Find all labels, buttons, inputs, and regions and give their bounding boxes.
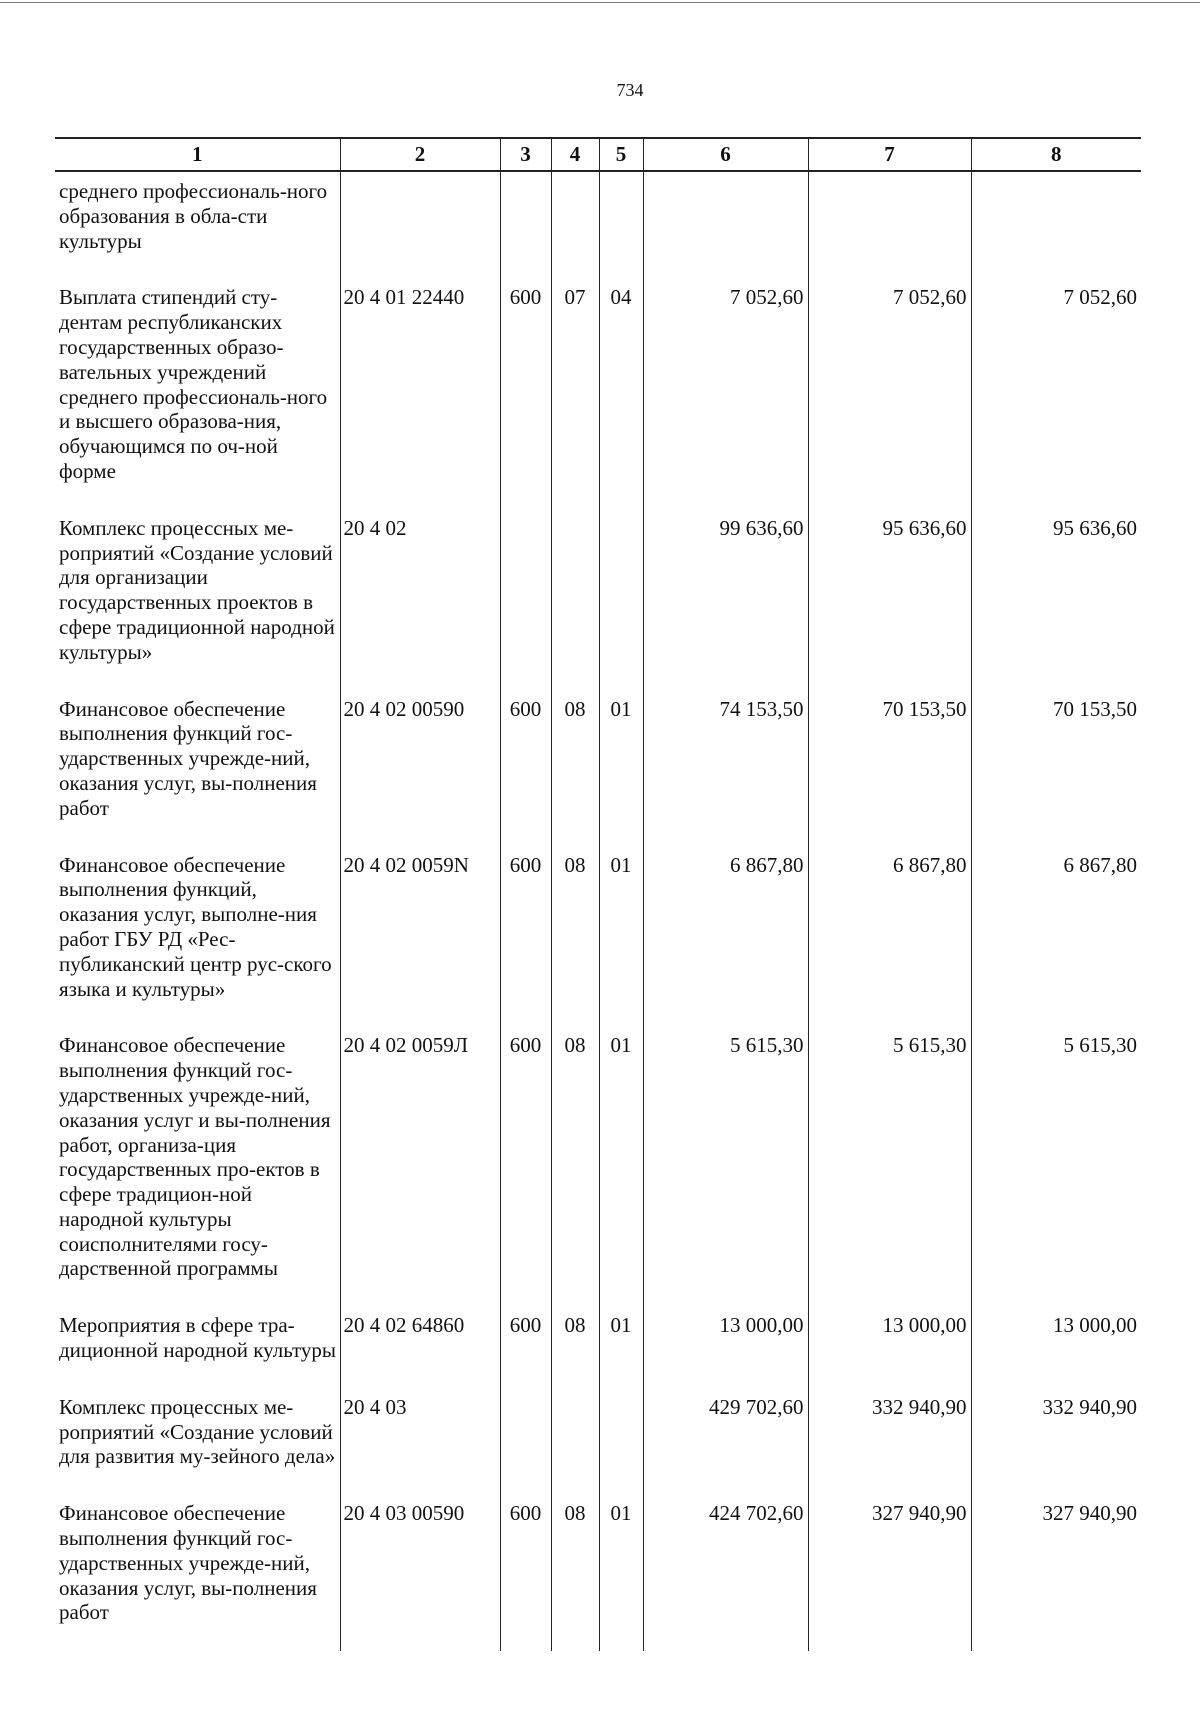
- row-value-8: 5 615,30: [971, 1027, 1141, 1307]
- table-row: [55, 279, 1141, 509]
- row-value-8: 6 867,80: [971, 847, 1141, 1028]
- row-code: [340, 171, 500, 279]
- column-header: 7: [808, 138, 971, 171]
- table-row: [55, 1495, 1141, 1651]
- table-row: [55, 171, 1141, 279]
- column-header: 4: [551, 138, 599, 171]
- row-col3: [500, 510, 551, 691]
- table-row: [55, 1307, 1141, 1389]
- row-value-7: 5 615,30: [808, 1027, 971, 1307]
- row-col3: 600: [500, 1307, 551, 1389]
- row-value-7: 13 000,00: [808, 1307, 971, 1389]
- table-row: [55, 1389, 1141, 1495]
- table-row: [55, 691, 1141, 847]
- row-col4: 08: [551, 1027, 599, 1307]
- row-col3: 600: [500, 1027, 551, 1307]
- row-value-8: 332 940,90: [971, 1389, 1141, 1495]
- row-code: 20 4 02 0059Л: [340, 1027, 500, 1307]
- row-value-8: 7 052,60: [971, 279, 1141, 509]
- row-col5: [599, 1389, 643, 1495]
- row-value-7: 95 636,60: [808, 510, 971, 691]
- column-header: 3: [500, 138, 551, 171]
- row-code: 20 4 02: [340, 510, 500, 691]
- row-col3: 600: [500, 847, 551, 1028]
- row-code: 20 4 01 22440: [340, 279, 500, 509]
- row-col4: 07: [551, 279, 599, 509]
- row-col5: 01: [599, 1495, 643, 1651]
- row-col5: [599, 171, 643, 279]
- row-col5: 01: [599, 1027, 643, 1307]
- row-code: 20 4 03 00590: [340, 1495, 500, 1651]
- row-value-6: 99 636,60: [643, 510, 808, 691]
- column-header: 2: [340, 138, 500, 171]
- row-value-8: [971, 171, 1141, 279]
- row-name: Выплата стипендий сту-дентам республиканских государственных образо-вательных учреждений среднего профессиональ-ного и высшего образова-ния, обучающимся по оч-ной форме: [59, 285, 328, 483]
- budget-table: [55, 137, 1141, 1651]
- row-name: Финансовое обеспечение выполнения функций гос-ударственных учрежде-ний, оказания услуг, вы-полнения работ: [59, 1501, 317, 1625]
- page-number: 734: [616, 80, 644, 100]
- row-value-6: 424 702,60: [643, 1495, 808, 1651]
- row-value-6: 5 615,30: [643, 1027, 808, 1307]
- row-value-8: 95 636,60: [971, 510, 1141, 691]
- row-name: Финансовое обеспечение выполнения функций, оказания услуг, выполне-ния работ ГБУ РД «Рес-публиканский центр рус-ского языка и культуры»: [59, 852, 332, 1001]
- row-col3: 600: [500, 1495, 551, 1651]
- table-header-row: [55, 138, 1141, 171]
- column-header: 8: [971, 138, 1141, 171]
- row-value-6: 6 867,80: [643, 847, 808, 1028]
- row-value-6: [643, 171, 808, 279]
- row-code: 20 4 02 64860: [340, 1307, 500, 1389]
- row-col3: 600: [500, 279, 551, 509]
- row-value-8: 70 153,50: [971, 691, 1141, 847]
- row-col3: 600: [500, 691, 551, 847]
- row-code: 20 4 02 0059N: [340, 847, 500, 1028]
- row-col4: 08: [551, 691, 599, 847]
- table-row: [55, 510, 1141, 691]
- row-name: Мероприятия в сфере тра-диционной народной культуры: [59, 1313, 336, 1363]
- column-header: 5: [599, 138, 643, 171]
- row-value-7: 70 153,50: [808, 691, 971, 847]
- row-col3: [500, 1389, 551, 1495]
- row-col3: [500, 171, 551, 279]
- row-col5: 01: [599, 1307, 643, 1389]
- column-header: 6: [643, 138, 808, 171]
- row-value-6: 7 052,60: [643, 279, 808, 509]
- page-top-rule: [0, 2, 1200, 3]
- row-value-6: 13 000,00: [643, 1307, 808, 1389]
- row-code: 20 4 03: [340, 1389, 500, 1495]
- row-col5: [599, 510, 643, 691]
- table-row: [55, 1027, 1141, 1307]
- row-code: 20 4 02 00590: [340, 691, 500, 847]
- row-name: Комплекс процессных ме-роприятий «Создание условий для организации государственных проектов в сфере традиционной народной культуры»: [59, 515, 335, 664]
- row-value-7: 332 940,90: [808, 1389, 971, 1495]
- row-col4: 08: [551, 1307, 599, 1389]
- row-value-6: 429 702,60: [643, 1389, 808, 1495]
- row-name: среднего профессиональ-ного образования в обла-сти культуры: [59, 179, 328, 253]
- table-row: [55, 847, 1141, 1028]
- row-col5: 04: [599, 279, 643, 509]
- row-value-7: [808, 171, 971, 279]
- row-value-7: 7 052,60: [808, 279, 971, 509]
- row-value-6: 74 153,50: [643, 691, 808, 847]
- row-name: Финансовое обеспечение выполнения функций гос-ударственных учрежде-ний, оказания услуг и вы-полнения работ, организа-ция государственных про-ектов в сфере традицион-ной народной культуры соисполнителями госу-дарственной программы: [59, 1033, 331, 1281]
- column-header: 1: [55, 138, 340, 171]
- row-name: Комплекс процессных ме-роприятий «Создание условий для развития му-зейного дела»: [59, 1394, 336, 1469]
- row-col4: [551, 510, 599, 691]
- row-value-7: 6 867,80: [808, 847, 971, 1028]
- row-col5: 01: [599, 847, 643, 1028]
- row-col4: [551, 171, 599, 279]
- row-col4: 08: [551, 1495, 599, 1651]
- row-value-8: 327 940,90: [971, 1495, 1141, 1651]
- row-col4: [551, 1389, 599, 1495]
- row-value-7: 327 940,90: [808, 1495, 971, 1651]
- row-name: Финансовое обеспечение выполнения функций гос-ударственных учрежде-ний, оказания услуг, вы-полнения работ: [59, 696, 317, 820]
- row-col4: 08: [551, 847, 599, 1028]
- row-value-8: 13 000,00: [971, 1307, 1141, 1389]
- row-col5: 01: [599, 691, 643, 847]
